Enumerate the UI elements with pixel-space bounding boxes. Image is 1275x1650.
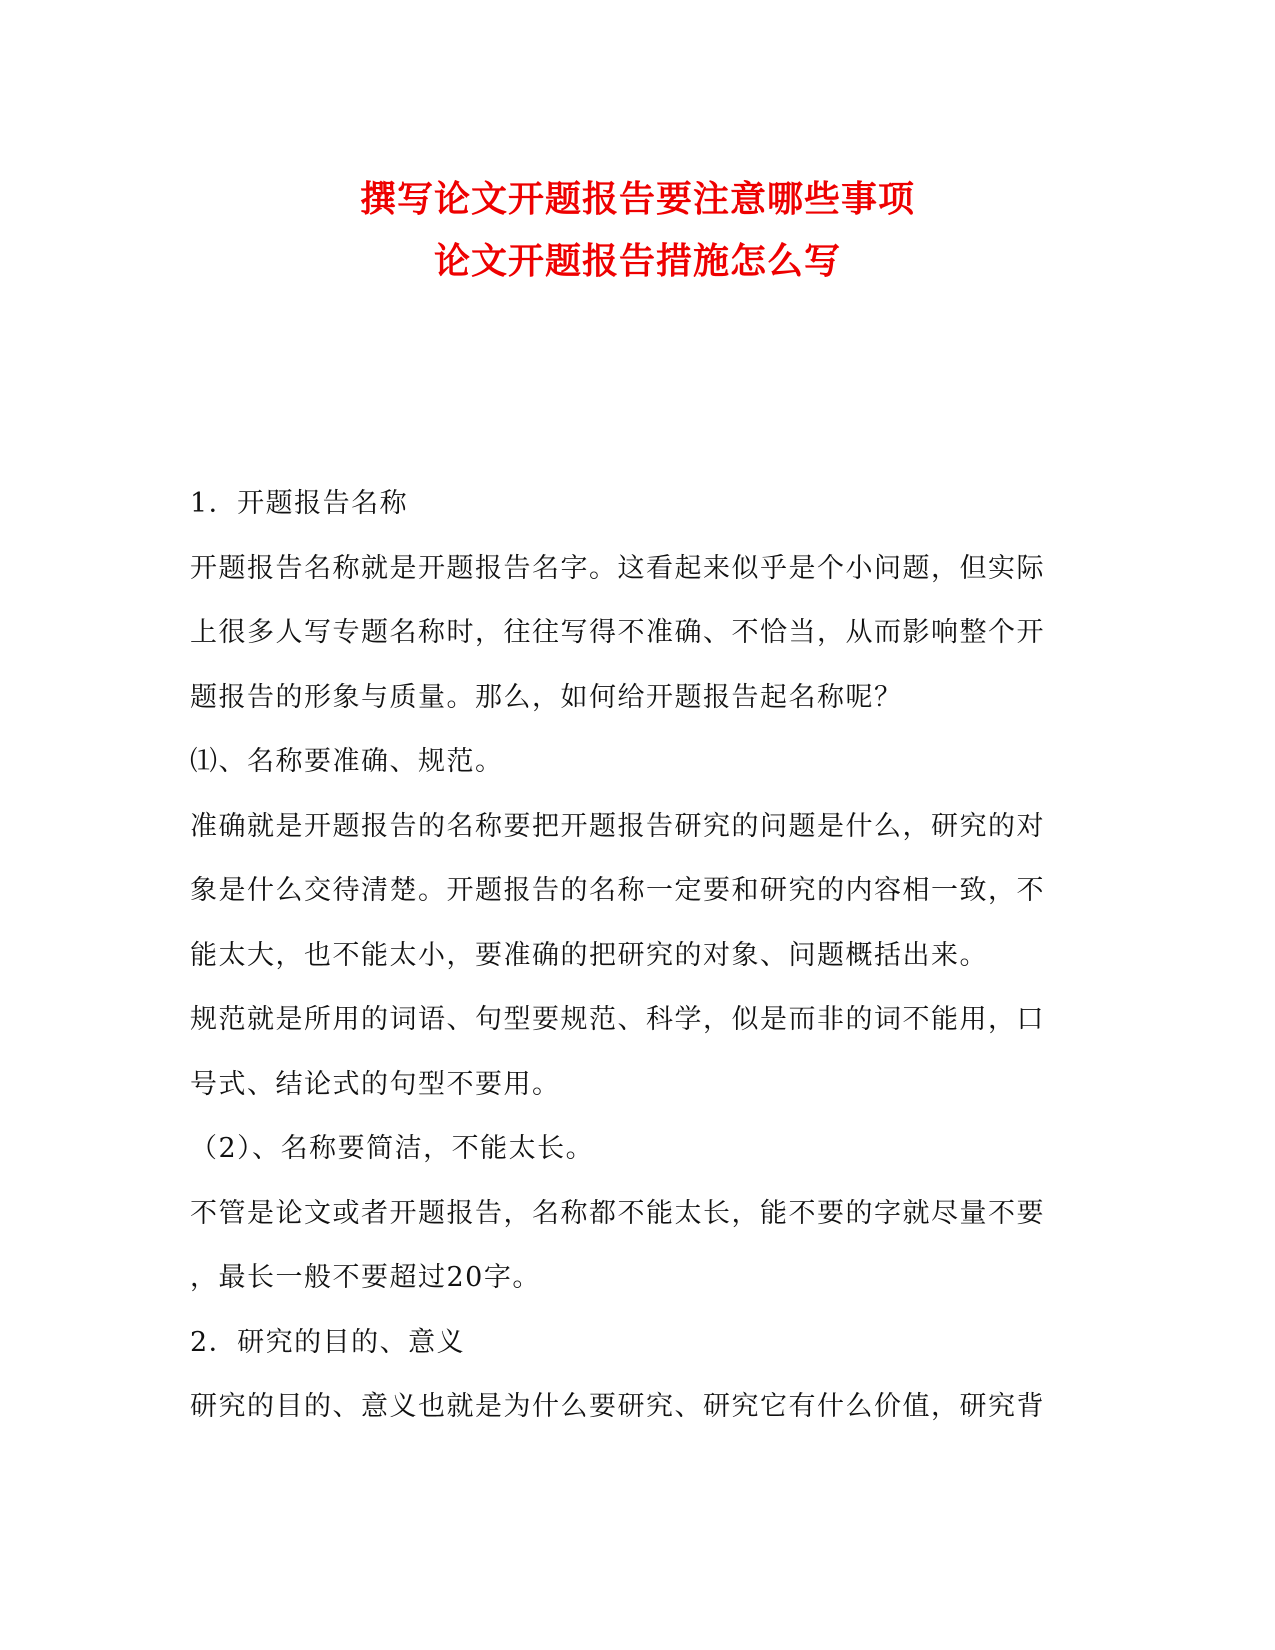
paragraph-line: 准确就是开题报告的名称要把开题报告研究的问题是什么，研究的对 [190,810,1045,842]
paragraph-line: 号式、结论式的句型不要用。 [190,1068,561,1100]
section-heading: 2．研究的目的、意义 [190,1326,466,1358]
paragraph-line: 开题报告名称就是开题报告名字。这看起来似乎是个小问题，但实际 [190,552,1045,584]
paragraph-line: 上很多人写专题名称时，往往写得不准确、不恰当，从而影响整个开 [190,617,1045,648]
subsection-heading: ⑴、名称要准确、规范。 [190,746,504,777]
document-body [190,472,1070,1440]
title-line-1: 撰写论文开题报告要注意哪些事项 [359,178,915,220]
paragraph-line: 象是什么交待清楚。开题报告的名称一定要和研究的内容相一致，不 [190,875,1045,906]
paragraph-line: 题报告的形象与质量。那么，如何给开题报告起名称呢？ [190,681,903,713]
paragraph-line: 能太大，也不能太小，要准确的把研究的对象、问题概括出来。 [190,939,988,971]
subsection-heading: （2）、名称要简洁，不能太长。 [190,1133,595,1164]
paragraph-line: 不管是论文或者开题报告，名称都不能太长，能不要的字就尽量不要 [190,1197,1045,1229]
section-heading: 1．开题报告名称 [190,488,409,519]
title-line-2: 论文开题报告措施怎么写 [433,240,841,282]
document-title [0,168,1275,292]
paragraph-line: 研究的目的、意义也就是为什么要研究、研究它有什么价值，研究背 [190,1391,1045,1422]
paragraph-line: 规范就是所用的词语、句型要规范、科学，似是而非的词不能用，口 [190,1004,1045,1035]
paragraph-line: ，最长一般不要超过20字。 [190,1262,541,1293]
